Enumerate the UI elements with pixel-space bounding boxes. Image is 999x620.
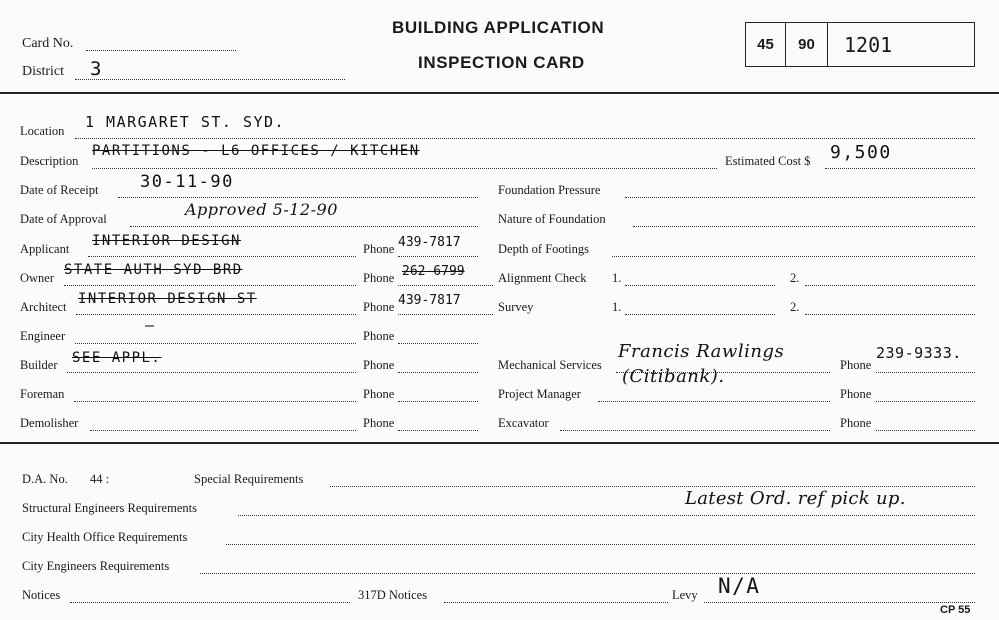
owner-value: STATE AUTH SYD BRD bbox=[64, 262, 243, 278]
project-manager-label: Project Manager bbox=[498, 387, 581, 401]
demolisher-phone-line bbox=[398, 430, 478, 431]
special-requirements-label: Special Requirements bbox=[194, 472, 304, 486]
foreman-phone-line bbox=[398, 401, 478, 402]
architect-phone-line bbox=[398, 314, 493, 315]
levy-value: N/A bbox=[718, 574, 761, 598]
survey-label: Survey bbox=[498, 300, 534, 314]
architect-label: Architect bbox=[20, 300, 67, 314]
engineer-phone-label: Phone bbox=[363, 329, 395, 343]
district-line bbox=[75, 79, 345, 80]
description-value: PARTITIONS - L6 OFFICES / KITCHEN bbox=[92, 143, 420, 159]
mechanical-services-value-1: Francis Rawlings bbox=[618, 341, 785, 362]
alignment-line2 bbox=[805, 285, 975, 286]
notices-line bbox=[70, 602, 350, 603]
card-no-label: Card No. bbox=[22, 36, 74, 51]
foreman-label: Foreman bbox=[20, 387, 65, 401]
alignment-line1 bbox=[625, 285, 775, 286]
architect-line bbox=[76, 314, 356, 315]
architect-value: INTERIOR DESIGN ST bbox=[78, 291, 257, 307]
est-cost-line bbox=[825, 168, 975, 169]
survey-num2: 2. bbox=[790, 300, 800, 314]
excavator-label: Excavator bbox=[498, 416, 549, 430]
alignment-num2: 2. bbox=[790, 271, 800, 285]
alignment-check-label: Alignment Check bbox=[498, 271, 587, 285]
card-code-box bbox=[745, 22, 975, 67]
foundation-pressure-label: Foundation Pressure bbox=[498, 183, 601, 197]
code-cell-3: 1201 bbox=[844, 32, 893, 57]
depth-footings-line bbox=[612, 256, 975, 257]
survey-line2 bbox=[805, 314, 975, 315]
engineer-line bbox=[75, 343, 356, 344]
nature-foundation-label: Nature of Foundation bbox=[498, 212, 606, 226]
notices-317d-label: 317D Notices bbox=[358, 588, 428, 602]
applicant-label: Applicant bbox=[20, 242, 70, 256]
nature-foundation-line bbox=[633, 226, 975, 227]
city-engineers-label: City Engineers Requirements bbox=[22, 559, 170, 573]
survey-num1: 1. bbox=[612, 300, 622, 314]
engineer-value: — bbox=[145, 316, 156, 334]
special-requirements-line bbox=[330, 486, 975, 487]
mechanical-phone-line bbox=[876, 372, 975, 373]
health-requirements-label: City Health Office Requirements bbox=[22, 530, 188, 544]
builder-phone-line bbox=[398, 372, 478, 373]
structural-requirements-label: Structural Engineers Requirements bbox=[22, 501, 197, 515]
da-no-value: 44 : bbox=[90, 472, 110, 486]
mechanical-services-label: Mechanical Services bbox=[498, 358, 602, 372]
applicant-phone-value: 439-7817 bbox=[398, 235, 461, 250]
location-value: 1 MARGARET ST. SYD. bbox=[85, 113, 286, 131]
architect-phone-value: 439-7817 bbox=[398, 293, 461, 308]
foreman-line bbox=[74, 401, 356, 402]
header-divider bbox=[0, 92, 999, 94]
location-line bbox=[75, 138, 975, 139]
builder-phone-label: Phone bbox=[363, 358, 395, 372]
alignment-num1: 1. bbox=[612, 271, 622, 285]
district-value: 3 bbox=[90, 58, 103, 80]
est-cost-label: Estimated Cost $ bbox=[725, 154, 811, 168]
health-requirements-line bbox=[226, 544, 975, 545]
da-no-label: D.A. No. bbox=[22, 472, 68, 486]
approval-label: Date of Approval bbox=[20, 212, 107, 226]
owner-label: Owner bbox=[20, 271, 55, 285]
section-divider bbox=[0, 442, 999, 444]
owner-phone-line bbox=[398, 285, 493, 286]
builder-line bbox=[67, 372, 356, 373]
demolisher-label: Demolisher bbox=[20, 416, 79, 430]
code-cell-1: 45 bbox=[746, 23, 786, 66]
builder-label: Builder bbox=[20, 358, 58, 372]
location-label: Location bbox=[20, 124, 65, 138]
owner-phone-label: Phone bbox=[363, 271, 395, 285]
city-engineers-line bbox=[200, 573, 975, 574]
builder-value: SEE APPL. bbox=[72, 350, 162, 366]
approval-line bbox=[130, 226, 478, 227]
structural-requirements-line bbox=[238, 515, 975, 516]
district-label: District bbox=[22, 64, 64, 79]
form-title-line2: INSPECTION CARD bbox=[418, 53, 585, 72]
applicant-line bbox=[88, 256, 356, 257]
excavator-phone-line bbox=[876, 430, 975, 431]
engineer-phone-line bbox=[398, 343, 478, 344]
approval-value: Approved 5-12-90 bbox=[185, 200, 338, 219]
levy-label: Levy bbox=[672, 588, 698, 602]
receipt-line bbox=[118, 197, 478, 198]
mechanical-phone-value: 239-9333. bbox=[876, 344, 962, 362]
form-code: CP 55 bbox=[940, 604, 971, 616]
project-manager-line bbox=[598, 401, 830, 402]
applicant-phone-line bbox=[398, 256, 478, 257]
foundation-pressure-line bbox=[625, 197, 975, 198]
mechanical-phone-label: Phone bbox=[840, 358, 872, 372]
architect-phone-label: Phone bbox=[363, 300, 395, 314]
owner-line bbox=[64, 285, 356, 286]
foreman-phone-label: Phone bbox=[363, 387, 395, 401]
receipt-value: 30-11-90 bbox=[140, 172, 234, 192]
demolisher-phone-label: Phone bbox=[363, 416, 395, 430]
demolisher-line bbox=[90, 430, 356, 431]
notices-label: Notices bbox=[22, 588, 61, 602]
form-title-line1: BUILDING APPLICATION bbox=[392, 18, 605, 37]
pm-phone-label: Phone bbox=[840, 387, 872, 401]
receipt-label: Date of Receipt bbox=[20, 183, 99, 197]
excavator-line bbox=[560, 430, 830, 431]
applicant-phone-label: Phone bbox=[363, 242, 395, 256]
description-label: Description bbox=[20, 154, 79, 168]
pm-phone-line bbox=[876, 401, 975, 402]
notices-317d-line bbox=[444, 602, 668, 603]
engineer-label: Engineer bbox=[20, 329, 66, 343]
mechanical-services-value-2: (Citibank). bbox=[622, 366, 725, 387]
card-no-line bbox=[86, 50, 236, 51]
owner-phone-value: 262-6799 bbox=[402, 264, 465, 279]
survey-line1 bbox=[625, 314, 775, 315]
description-line bbox=[92, 168, 717, 169]
est-cost-value: 9,500 bbox=[830, 142, 892, 163]
code-cell-2: 90 bbox=[786, 23, 828, 66]
applicant-value: INTERIOR DESIGN bbox=[92, 233, 241, 249]
levy-line bbox=[704, 602, 975, 603]
excavator-phone-label: Phone bbox=[840, 416, 872, 430]
structural-note: Latest Ord. ref pick up. bbox=[685, 488, 906, 509]
depth-footings-label: Depth of Footings bbox=[498, 242, 589, 256]
